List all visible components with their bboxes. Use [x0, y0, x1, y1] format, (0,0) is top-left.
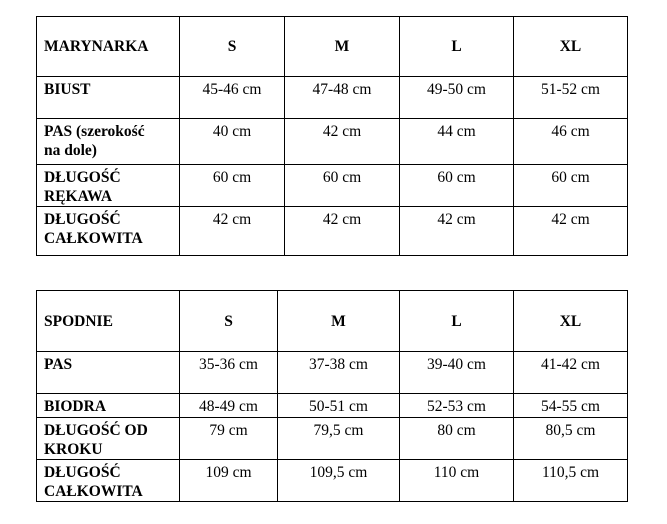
size-header-xl: XL — [514, 17, 628, 77]
size-header-l: L — [400, 17, 514, 77]
table-cell: 47-48 cm — [285, 77, 400, 119]
table-cell: 109 cm — [180, 460, 278, 502]
table-title: SPODNIE — [37, 291, 180, 352]
size-header-s: S — [180, 291, 278, 352]
row-label-line: DŁUGOŚĆ OD — [44, 422, 148, 439]
table-cell: 40 cm — [180, 119, 285, 165]
table-row — [37, 77, 628, 119]
row-label — [37, 418, 180, 460]
table-cell: 79 cm — [180, 418, 278, 460]
table-row — [37, 165, 628, 207]
table-cell: 48-49 cm — [180, 394, 278, 418]
table-cell: 44 cm — [400, 119, 514, 165]
row-label — [37, 165, 180, 207]
table-cell: 60 cm — [180, 165, 285, 207]
row-label-line: PAS — [44, 356, 73, 373]
table-cell: 35-36 cm — [180, 352, 278, 394]
row-label-line: DŁUGOŚĆ — [44, 211, 121, 228]
table-cell: 80 cm — [400, 418, 514, 460]
table-cell: 50-51 cm — [278, 394, 400, 418]
table-cell: 110,5 cm — [514, 460, 628, 502]
table-cell: 42 cm — [285, 207, 400, 256]
row-label-line: CAŁKOWITA — [44, 230, 143, 247]
row-label-line: KROKU — [44, 441, 103, 458]
jacket-size-table — [36, 16, 628, 256]
row-label-line: BIUST — [44, 81, 91, 98]
table-header-row — [37, 17, 628, 77]
table-row — [37, 119, 628, 165]
table-cell: 60 cm — [400, 165, 514, 207]
table-cell: 37-38 cm — [278, 352, 400, 394]
size-header-l: L — [400, 291, 514, 352]
row-label-line: DŁUGOŚĆ — [44, 464, 121, 481]
table-header-row — [37, 291, 628, 352]
table-cell: 110 cm — [400, 460, 514, 502]
table-cell: 45-46 cm — [180, 77, 285, 119]
table-title: MARYNARKA — [37, 17, 180, 77]
table-row — [37, 207, 628, 256]
row-label-line: DŁUGOŚĆ — [44, 169, 121, 186]
size-header-xl: XL — [514, 291, 628, 352]
table-cell: 54-55 cm — [514, 394, 628, 418]
row-label-line: BIODRA — [44, 398, 107, 415]
table-cell: 46 cm — [514, 119, 628, 165]
row-label-line: na dole) — [44, 142, 97, 159]
row-label — [37, 394, 180, 418]
row-label — [37, 207, 180, 256]
row-label — [37, 352, 180, 394]
row-label — [37, 119, 180, 165]
table-cell: 42 cm — [180, 207, 285, 256]
table-row — [37, 352, 628, 394]
table-row — [37, 394, 628, 418]
size-header-m: M — [285, 17, 400, 77]
row-label-line: CAŁKOWITA — [44, 483, 143, 500]
row-label-line: RĘKAWA — [44, 188, 113, 205]
table-cell: 109,5 cm — [278, 460, 400, 502]
row-label-line: PAS (szerokość — [44, 123, 145, 140]
table-row — [37, 418, 628, 460]
size-header-m: M — [278, 291, 400, 352]
table-cell: 60 cm — [285, 165, 400, 207]
trousers-size-table — [36, 290, 628, 502]
table-cell: 51-52 cm — [514, 77, 628, 119]
table-cell: 52-53 cm — [400, 394, 514, 418]
table-cell: 80,5 cm — [514, 418, 628, 460]
size-header-s: S — [180, 17, 285, 77]
table-cell: 79,5 cm — [278, 418, 400, 460]
row-label — [37, 460, 180, 502]
table-cell: 60 cm — [514, 165, 628, 207]
row-label — [37, 77, 180, 119]
table-cell: 41-42 cm — [514, 352, 628, 394]
table-cell: 39-40 cm — [400, 352, 514, 394]
table-cell: 42 cm — [400, 207, 514, 256]
table-cell: 42 cm — [514, 207, 628, 256]
table-row — [37, 460, 628, 502]
table-cell: 49-50 cm — [400, 77, 514, 119]
table-cell: 42 cm — [285, 119, 400, 165]
